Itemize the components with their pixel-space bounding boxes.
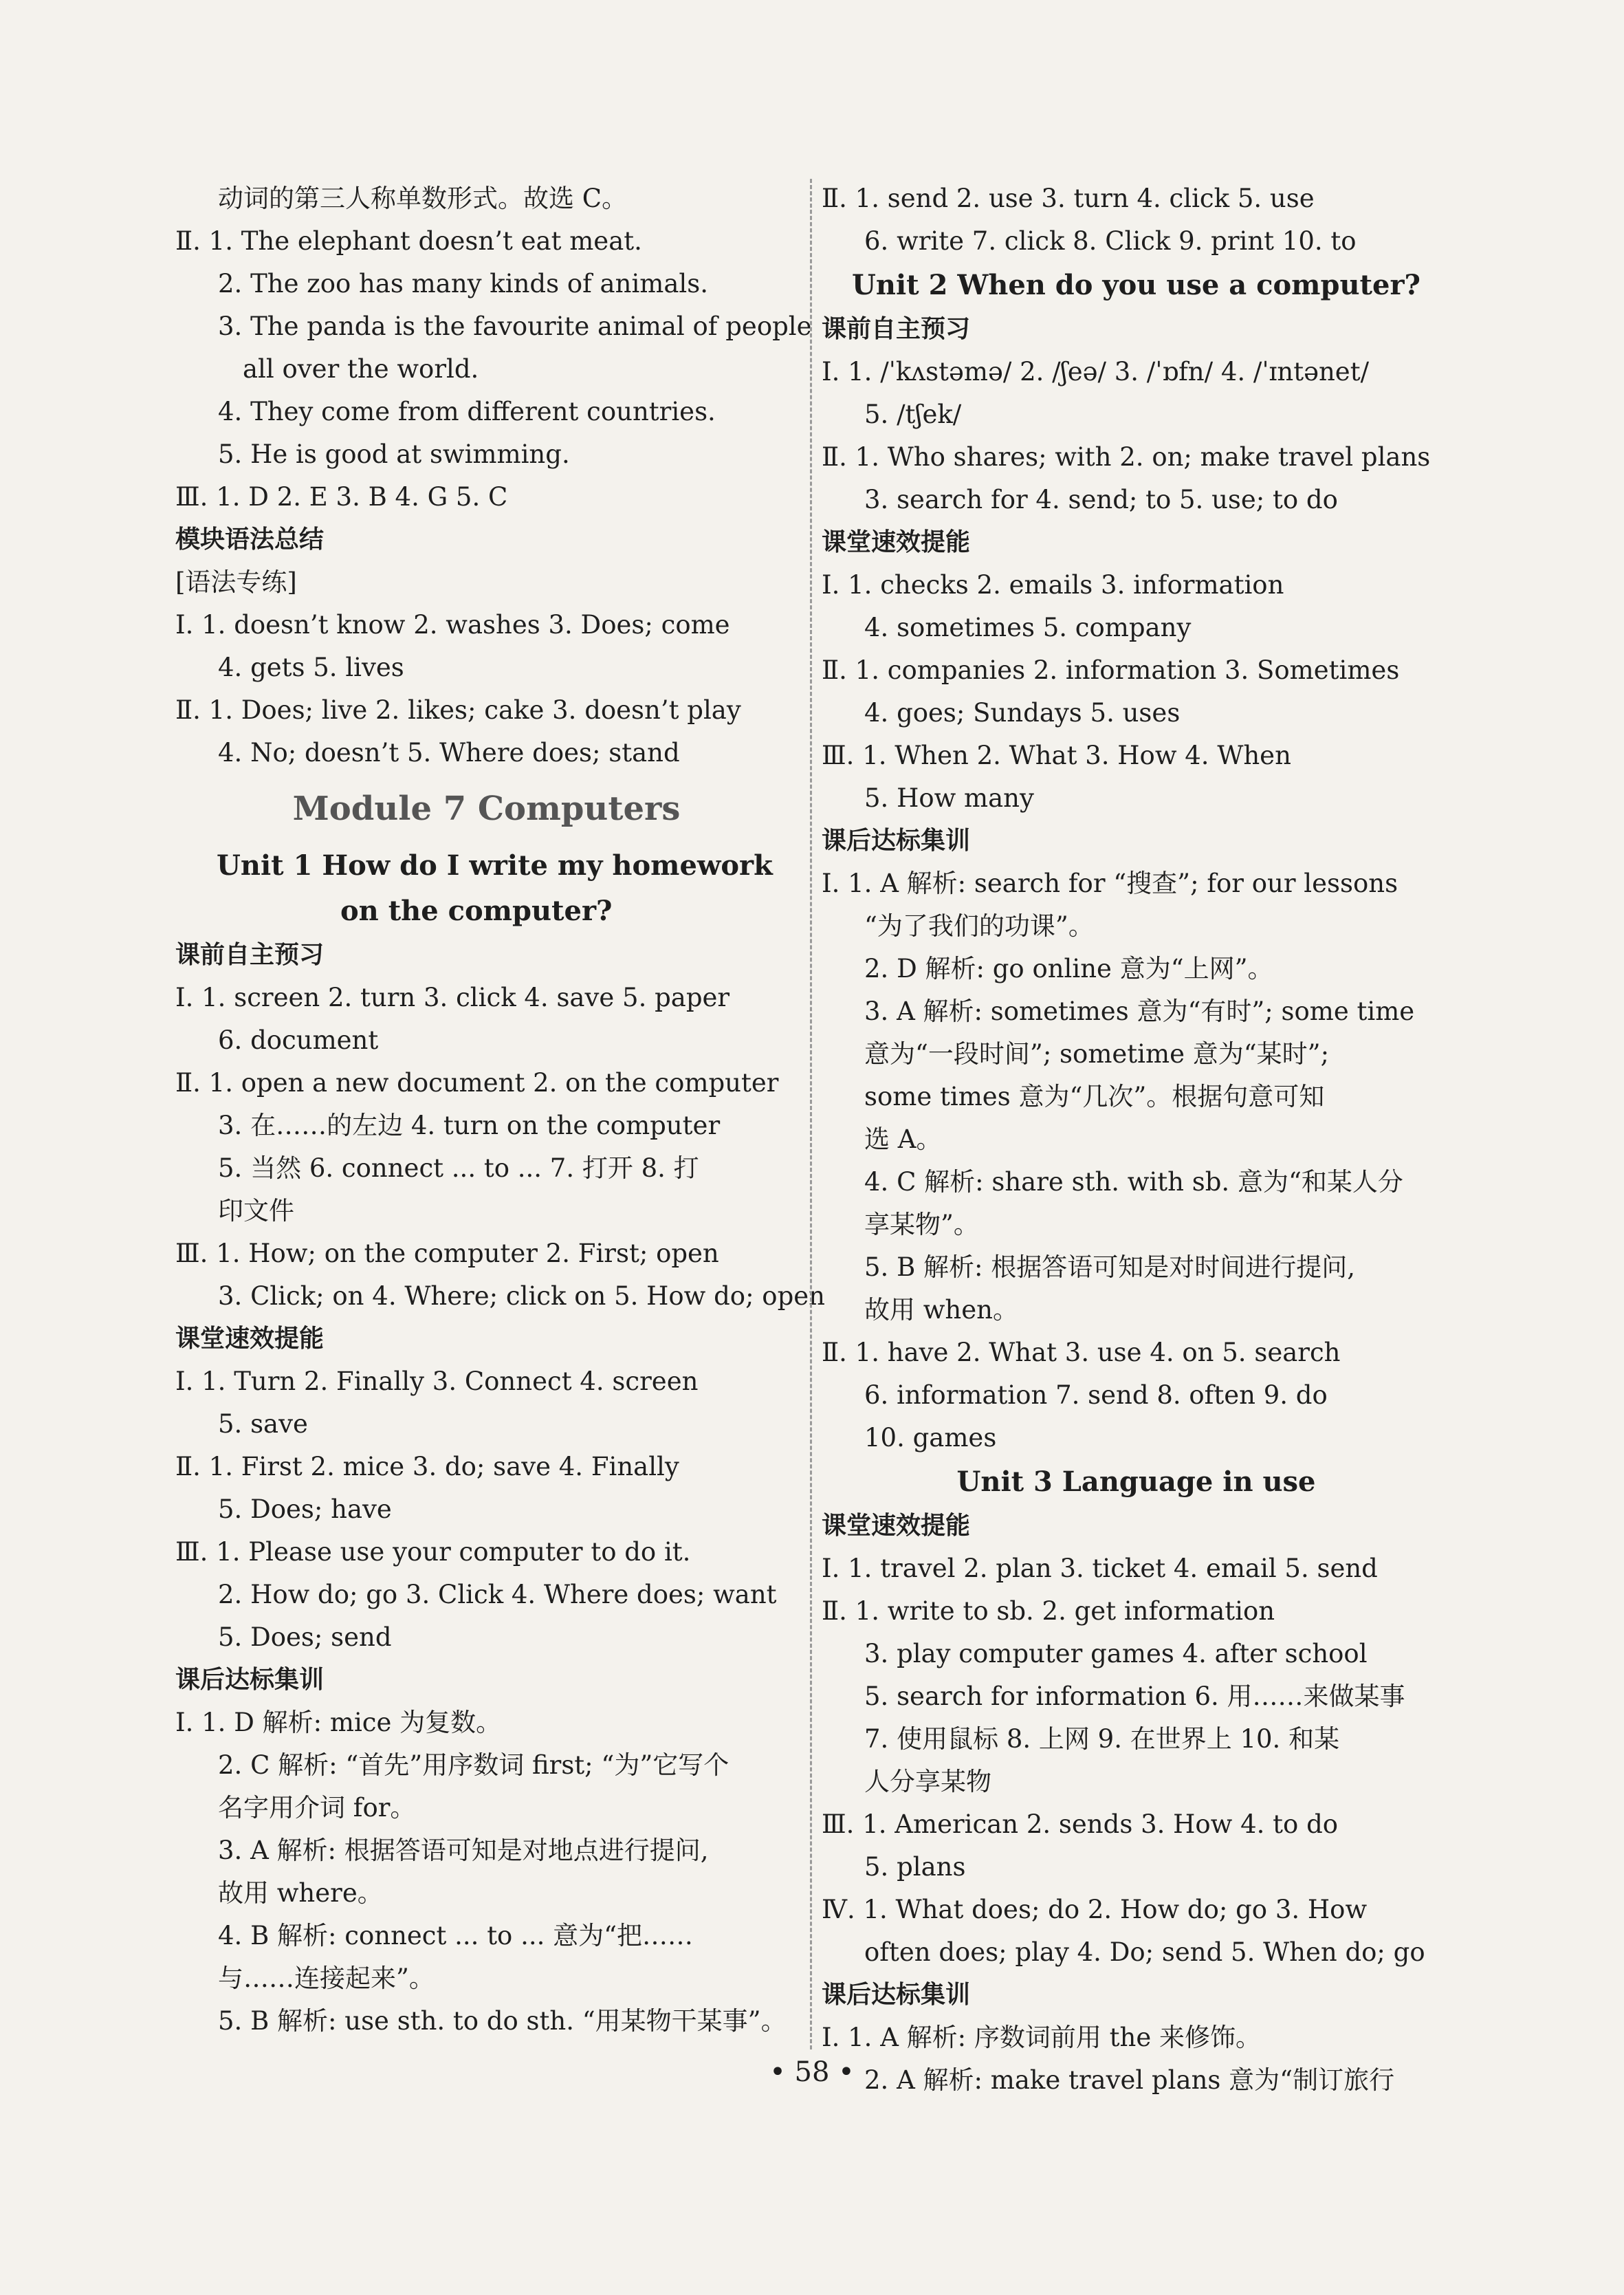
unit-title-continued: on the computer? — [340, 895, 613, 927]
answer-line: 4. gets 5. lives — [218, 653, 404, 682]
answer-line: often does; play 4. Do; send 5. When do; go — [864, 1937, 1425, 1967]
answer-line: 故用 when。 — [864, 1295, 1018, 1325]
answer-line: Ⅱ. 1. Does; live 2. likes; cake 3. doesn’t play — [175, 695, 741, 725]
unit-title: Unit 2 When do you use a computer? — [852, 269, 1420, 301]
answer-line: Ⅲ. 1. How; on the computer 2. First; open — [175, 1239, 719, 1268]
answer-line: Ⅱ. 1. write to sb. 2. get information — [822, 1596, 1275, 1626]
answer-line: 名字用介词 for。 — [218, 1793, 416, 1823]
answer-line: some times 意为“几次”。根据句意可知 — [864, 1082, 1325, 1111]
answer-line: [语法专练] — [175, 567, 297, 597]
right-column — [822, 177, 1451, 2102]
module-title: Module 7 Computers — [292, 790, 681, 828]
answer-line: Ⅰ. 1. /ˈkʌstəmə/ 2. /ʃeə/ 3. /ˈɒfn/ 4. /ˈɪntənet/ — [822, 357, 1370, 387]
answer-line: “为了我们的功课”。 — [864, 911, 1094, 941]
answer-line: 印文件 — [218, 1196, 294, 1226]
answer-line: 人分享某物 — [864, 1767, 991, 1796]
answer-line: 2. D 解析: go online 意为“上网”。 — [864, 954, 1273, 983]
answer-line: 2. A 解析: make travel plans 意为“制订旅行 — [864, 2065, 1395, 2095]
answer-line: 6. document — [218, 1025, 379, 1055]
answer-line: Ⅱ. 1. have 2. What 3. use 4. on 5. search — [822, 1338, 1341, 1367]
answer-line: 故用 where。 — [218, 1878, 383, 1908]
answer-line: Ⅱ. 1. send 2. use 3. turn 4. click 5. use — [822, 184, 1315, 213]
answer-line: 5. B 解析: 根据答语可知是对时间进行提问, — [864, 1252, 1356, 1282]
section-heading: 课堂速效提能 — [822, 1512, 971, 1540]
section-heading: 课前自主预习 — [175, 941, 325, 969]
answer-line: 7. 使用鼠标 8. 上网 9. 在世界上 10. 和某 — [864, 1724, 1340, 1754]
answer-line: Ⅰ. 1. A 解析: 序数词前用 the 来修饰。 — [822, 2023, 1262, 2052]
answer-line: 3. search for 4. send; to 5. use; to do — [864, 485, 1338, 514]
answer-line: 意为“一段时间”; sometime 意为“某时”; — [864, 1039, 1330, 1069]
answer-line: 5. 当然 6. connect ... to ... 7. 打开 8. 打 — [218, 1153, 699, 1183]
answer-line: Ⅲ. 1. American 2. sends 3. How 4. to do — [822, 1809, 1339, 1839]
answer-line: Ⅰ. 1. Turn 2. Finally 3. Connect 4. screen — [175, 1367, 699, 1396]
answer-line: 5. How many — [864, 783, 1034, 813]
answer-line: 4. No; doesn’t 5. Where does; stand — [218, 738, 680, 768]
section-heading: 课后达标集训 — [822, 827, 971, 855]
answer-line: 5. save — [218, 1409, 308, 1439]
answer-line: 4. sometimes 5. company — [864, 613, 1192, 642]
answer-line: Ⅰ. 1. A 解析: search for “搜查”; for our lessons — [822, 869, 1398, 898]
answer-line: Ⅱ. 1. First 2. mice 3. do; save 4. Finally — [175, 1452, 679, 1481]
answer-line: Ⅰ. 1. travel 2. plan 3. ticket 4. email 5. send — [822, 1554, 1378, 1583]
page-number: • 58 • — [769, 2056, 855, 2088]
answer-line: 2. C 解析: “首先”用序数词 first; “为”它写个 — [218, 1750, 729, 1780]
section-heading: 课堂速效提能 — [175, 1325, 325, 1353]
answer-line: 6. information 7. send 8. often 9. do — [864, 1380, 1328, 1410]
answer-line: 5. search for information 6. 用……来做某事 — [864, 1682, 1405, 1711]
answer-line: Ⅲ. 1. D 2. E 3. B 4. G 5. C — [175, 482, 508, 512]
answer-line: 3. 在……的左边 4. turn on the computer — [218, 1111, 721, 1140]
answer-line: 2. How do; go 3. Click 4. Where does; want — [218, 1580, 777, 1609]
answer-line: Ⅰ. 1. checks 2. emails 3. information — [822, 570, 1284, 600]
answer-line: 5. Does; send — [218, 1622, 392, 1652]
answer-line: Ⅱ. 1. Who shares; with 2. on; make travel plans — [822, 442, 1431, 472]
answer-line: all over the world. — [243, 354, 479, 384]
answer-line: 动词的第三人称单数形式。故选 C。 — [218, 184, 628, 213]
answer-line: 3. A 解析: sometimes 意为“有时”; some time — [864, 997, 1415, 1026]
section-heading: 课前自主预习 — [822, 315, 971, 343]
answer-line: Ⅰ. 1. screen 2. turn 3. click 4. save 5. paper — [175, 983, 730, 1012]
column-divider — [810, 179, 812, 2049]
answer-line: 4. B 解析: connect ... to ... 意为“把…… — [218, 1921, 694, 1950]
answer-line: Ⅱ. 1. The elephant doesn’t eat meat. — [175, 226, 642, 256]
unit-title: Unit 1 How do I write my homework — [217, 849, 773, 882]
answer-line: 选 A。 — [864, 1124, 942, 1154]
section-heading: 课后达标集训 — [175, 1666, 325, 1694]
answer-line: Ⅱ. 1. open a new document 2. on the computer — [175, 1068, 779, 1098]
answer-line: Ⅳ. 1. What does; do 2. How do; go 3. How — [822, 1895, 1368, 1924]
answer-line: 3. The panda is the favourite animal of people — [218, 312, 812, 341]
answer-line: 5. He is good at swimming. — [218, 439, 570, 469]
answer-line: Ⅲ. 1. Please use your computer to do it. — [175, 1537, 691, 1567]
answer-line: 4. They come from different countries. — [218, 397, 716, 426]
answer-line: 享某物”。 — [864, 1210, 979, 1239]
answer-line: 5. plans — [864, 1852, 966, 1882]
answer-line: 3. play computer games 4. after school — [864, 1639, 1368, 1668]
answer-line: 10. games — [864, 1423, 997, 1453]
answer-line: 4. C 解析: share sth. with sb. 意为“和某人分 — [864, 1167, 1403, 1197]
answer-line: Ⅰ. 1. D 解析: mice 为复数。 — [175, 1708, 502, 1737]
answer-line: 5. /tʃek/ — [864, 400, 962, 429]
section-heading: 课堂速效提能 — [822, 528, 971, 556]
answer-line: Ⅰ. 1. doesn’t know 2. washes 3. Does; come — [175, 610, 730, 640]
answer-line: 3. A 解析: 根据答语可知是对地点进行提问, — [218, 1836, 709, 1865]
answer-line: 6. write 7. click 8. Click 9. print 10. to — [864, 226, 1357, 256]
answer-line: 5. Does; have — [218, 1494, 392, 1524]
answer-line: Ⅱ. 1. companies 2. information 3. Sometimes — [822, 655, 1400, 685]
answer-line: 5. B 解析: use sth. to do sth. “用某物干某事”。 — [218, 2006, 787, 2036]
answer-line: 3. Click; on 4. Where; click on 5. How do; open — [218, 1281, 825, 1311]
answer-line: 与……连接起来”。 — [218, 1964, 435, 1993]
answer-line: 4. goes; Sundays 5. uses — [864, 698, 1181, 728]
section-heading: 模块语法总结 — [175, 525, 325, 554]
answer-line: Ⅲ. 1. When 2. What 3. How 4. When — [822, 741, 1291, 770]
left-column — [175, 177, 825, 2043]
unit-title: Unit 3 Language in use — [956, 1466, 1316, 1498]
section-heading: 课后达标集训 — [822, 1981, 971, 2009]
answer-line: 2. The zoo has many kinds of animals. — [218, 269, 709, 298]
